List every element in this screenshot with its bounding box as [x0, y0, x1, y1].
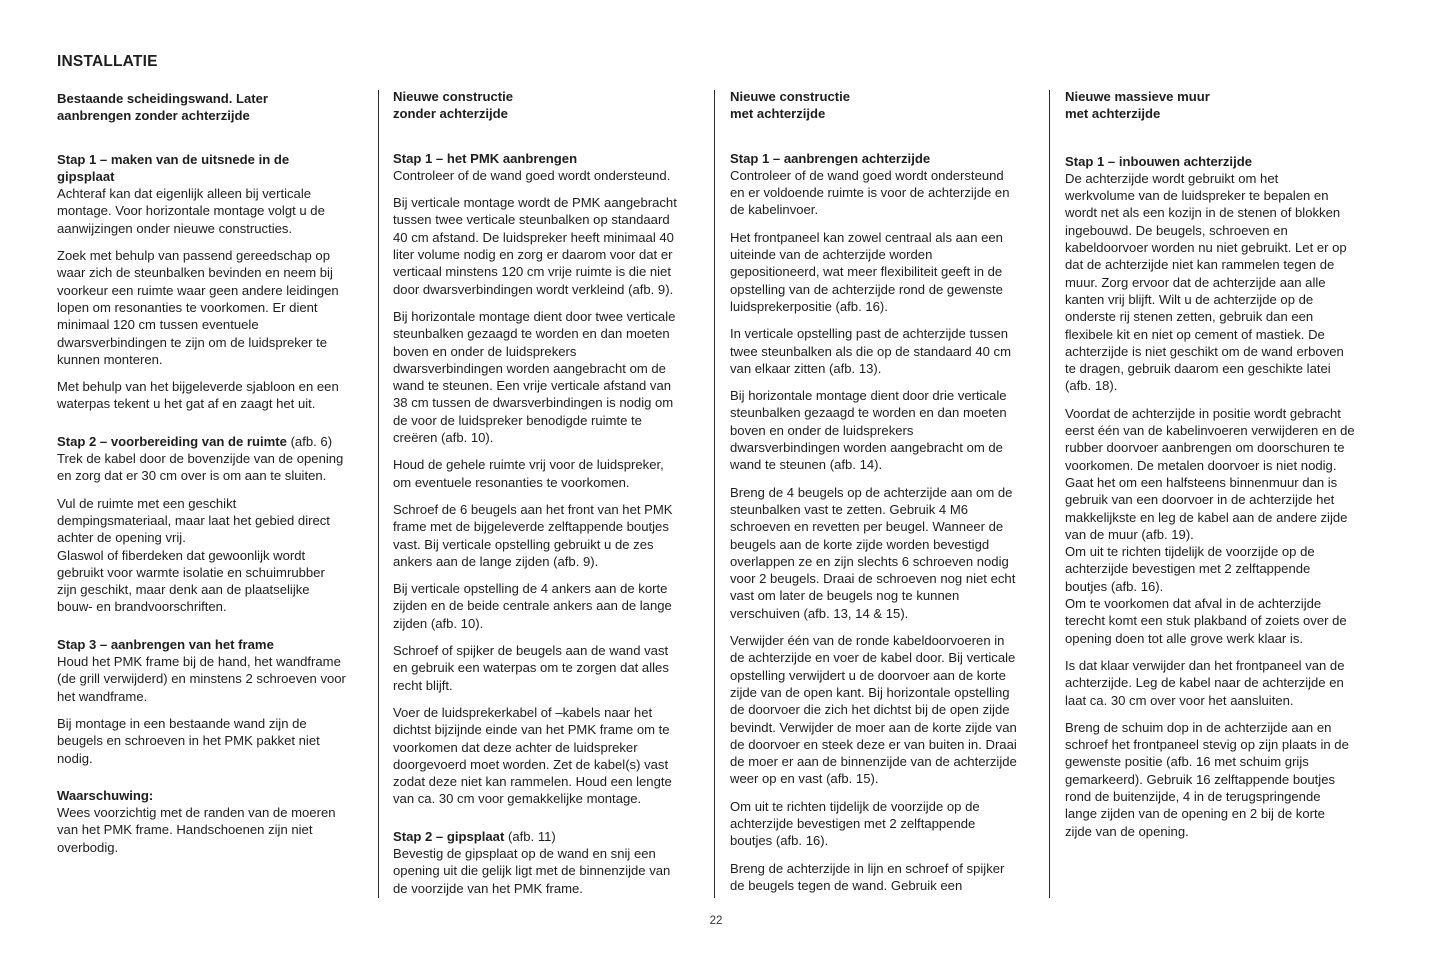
figure-ref: (afb. 6) — [286, 433, 333, 449]
column-heading: Nieuwe massieve muur met achterzijde — [1065, 89, 1210, 122]
paragraph: Breng de 4 beugels op de achterzijde aan om de steunbalken vast te zetten. Gebruik 4 M6 schroeven en revetten per beugel. Wanneer de beugels aan de korte zijde worden bevestigd overlappen ze en zijn slechts 6 schroeven nodig voor 2 beugels. Draai de schroeven nog niet echt vast om later de beugels nog te kunnen verschuiven (afb. 13, 14 & 15). — [730, 484, 1016, 621]
paragraph: Vul de ruimte met een geschikt dempingsmateriaal, maar laat het gebied direct achter de opening vrij. Glaswol of fiberdeken dat gewoonlijk wordt gebruikt voor warmte isolatie en schuimrubber zijn geschikt, maar denk aan de plaatselijke bouw- en brandvoorschriften. — [57, 495, 330, 615]
column-new-without-back — [393, 88, 705, 907]
paragraph: Bij verticale montage wordt de PMK aangebracht tussen twee verticale steunbalken op standaard 40 cm afstand. De luidspreker heeft minimaal 40 liter volume nodig en zorg er daarom voor dat er verticaal minstens 120 cm vrije ruimte is die niet door dwarsverbindingen wordt verkleind (afb. 9). — [393, 195, 677, 297]
paragraph: Het frontpaneel kan zowel centraal als aan een uiteinde van de achterzijde worden gepositioneerd, wat meer flexibiliteit geeft in de opstelling van de achterzijde rond de gewenste luidsprekerpositie (afb. 16). — [730, 229, 1003, 314]
paragraph: Bij horizontale montage dient door twee verticale steunbalken gezaagd te worden en dan moeten boven en onder de luidsprekers dwarsverbindingen worden aangebracht om de wand te steunen. Een vrije verticale afstand van 38 cm tussen de dwarsverbindingen is nodig om de voor de luidspreker benodigde ruimte te creëren (afb. 10). — [393, 308, 676, 446]
column-divider — [378, 90, 379, 898]
paragraph: Bij horizontale montage dient door drie verticale steunbalken gezaagd te worden en dan moeten boven en onder de luidsprekers dwarsverbindingen worden aangebracht om de wand te steunen (afb. 14). — [730, 388, 1007, 473]
figure-ref: (afb. 11) — [504, 828, 556, 844]
step-title-text: Stap 2 – gipsplaat — [393, 828, 505, 844]
paragraph: Schroef de 6 beugels aan het front van het PMK frame met de bijgeleverde zelftappende boutjes vast. Bij verticale opstelling gebruikt u de zes ankers aan de lange zijden (afb. 9). — [393, 501, 673, 569]
paragraph: Houd het PMK frame bij de hand, het wandframe (de grill verwijderd) en minstens 2 schroeven voor het wandframe. — [57, 654, 346, 704]
paragraph: Achteraf kan dat eigenlijk alleen bij verticale montage. Voor horizontale montage volgt u de aanwijzingen onder nieuwe constructies. — [57, 186, 325, 236]
step-title: Stap 1 – maken van de uitsnede in de gipsplaat — [57, 151, 290, 184]
paragraph: De achterzijde wordt gebruikt om het werkvolume van de luidspreker te bepalen en wordt net als een kozijn in de stenen of blokken ingebouwd. De beugels, schroeven en kabeldoorvoer worden nu niet gebruikt. Let er op dat de achterzijde niet kan rammelen tegen de muur. Zorg ervoor dat de achterzijde aan alle kanten vrij blijft. Wilt u de achterzijde op de onderste rij stenen zetten, gebruik dan een flexibele kit en niet op cement of mastiek. De achterzijde is niet geschikt om de wand erboven te dragen, gebruik daarom een geschikte latei (afb. 18). — [1065, 170, 1347, 394]
warning-title: Waarschuwing: — [57, 787, 154, 803]
paragraph: Wees voorzichtig met de randen van de moeren van het PMK frame. Handschoenen zijn niet overbodig. — [57, 805, 336, 855]
step-title: Stap 3 – aanbrengen van het frame — [57, 636, 274, 652]
paragraph: Bevestig de gipsplaat op de wand en snij een opening uit die gelijk ligt met de binnenzijde van de voorzijde van het PMK frame. — [393, 845, 671, 896]
page-title: INSTALLATIE — [57, 53, 158, 70]
paragraph: Verwijder één van de ronde kabeldoorvoeren in de achterzijde en voer de kabel door. Bij verticale opstelling verwijdert u de doorvoer aan de korte zijde van de open kant. Bij horizontale opstelling de doorvoer die zich het dichtst bij de open zijde bevindt. Verwijder de moer aan de korte zijde van de doorvoer en steek deze er van buiten in. Draai de moer er aan de binnenzijde van de achterzijde weer op en vast (afb. 15). — [730, 633, 1017, 787]
paragraph: Voer de luidsprekerkabel of –kabels naar het dichtst bijzijnde einde van het PMK frame om te voorkomen dat deze achter de luidspreker doorgevoerd moet worden. Zet de kabel(s) vast zodat deze niet kan rammelen. Houd een lengte van ca. 30 cm voor gemakkelijke montage. — [393, 704, 672, 807]
paragraph: Schroef of spijker de beugels aan de wand vast en gebruik een waterpas om te zorgen dat alles recht blijft. — [393, 643, 669, 693]
paragraph: Breng de achterzijde in lijn en schroef of spijker de beugels tegen de wand. Gebruik een — [730, 860, 1005, 893]
step-title: Stap 1 – het PMK aanbrengen — [393, 150, 578, 166]
column-new-solid-wall — [1065, 88, 1377, 850]
column-heading: Nieuwe constructie zonder achterzijde — [393, 89, 514, 122]
paragraph: Zoek met behulp van passend gereedschap op waar zich de steunbalken bevinden en neem bij voorkeur een ruimte waar geen andere leidingen lopen om resonanties te voorkomen. Er dient minimaal 120 cm tussen eventuele dwarsverbindingen te zijn om de luidspreker te kunnen monteren. — [57, 248, 339, 367]
paragraph: Controleer of de wand goed wordt ondersteund en er voldoende ruimte is voor de achterzijde en de kabelinvoer. — [730, 167, 1010, 218]
paragraph: Met behulp van het bijgeleverde sjabloon en een waterpas tekent u het gat af en zaagt het uit. — [57, 379, 339, 412]
paragraph: Controleer of de wand goed wordt ondersteund. — [393, 167, 671, 183]
step-title: Stap 1 – aanbrengen achterzijde — [730, 150, 931, 166]
paragraph: Breng de schuim dop in de achterzijde aan en schroef het frontpaneel stevig op zijn plaats in de gewenste positie (afb. 16 met schuim grijs gemarkeerd). Gebruik 16 zelftappende boutjes rond de buitenzijde, 4 in de terugspringende lange zijden van de opening en 2 bij de korte zijde van de opening. — [1065, 719, 1349, 839]
step-title — [393, 828, 705, 845]
column-divider — [714, 90, 715, 898]
paragraph: Bij montage in een bestaande wand zijn de beugels en schroeven in het PMK pakket niet nodig. — [57, 715, 320, 766]
paragraph: In verticale opstelling past de achterzijde tussen twee steunbalken als die op de standaard 40 cm van elkaar zitten (afb. 13). — [730, 326, 1011, 376]
column-existing-wall — [57, 90, 369, 866]
paragraph: Om uit te richten tijdelijk de voorzijde op de achterzijde bevestigen met 2 zelftappende boutjes (afb. 16). — [730, 798, 980, 849]
paragraph: Trek de kabel door de bovenzijde van de opening en zorg dat er 30 cm over is om aan te sluiten. — [57, 451, 344, 484]
column-heading: Nieuwe constructie met achterzijde — [730, 89, 851, 122]
paragraph: Bij verticale opstelling de 4 ankers aan de korte zijden en de beide centrale ankers aan de lange zijden (afb. 10). — [393, 581, 672, 631]
paragraph: Voordat de achterzijde in positie wordt gebracht eerst één van de kabelinvoeren verwijderen en de rubber doorvoer aanbrengen om doorschuren te voorkomen. De metalen doorvoer is niet nodig. Gaat het om een halfsteens binnenmuur dan is gebruik van een doorvoer in de achterzijde het makkelijkste en leg de kabel aan de andere zijde van de muur (afb. 19). Om uit te richten tijdelijk de voorzijde op de achterzijde bevestigen met 2 zelftappende boutjes (afb. 16). Om te voorkomen dat afval in de achterzijde terecht komt een stuk plakband of zoiets over de opening doen tot alle grove werk klaar is. — [1065, 405, 1355, 646]
column-heading: Bestaande scheidingswand. Later aanbrengen zonder achterzijde — [57, 91, 269, 124]
paragraph: Is dat klaar verwijder dan het frontpaneel van de achterzijde. Leg de kabel naar de achterzijde en laat ca. 30 cm over voor het aansluiten. — [1065, 657, 1345, 708]
paragraph: Houd de gehele ruimte vrij voor de luidspreker, om eventuele resonanties te voorkomen. — [393, 457, 664, 490]
step-title — [57, 433, 369, 450]
page-number: 22 — [709, 915, 723, 927]
step-title-text: Stap 2 – voorbereiding van de ruimte — [57, 433, 287, 449]
column-divider — [1049, 90, 1050, 898]
column-new-with-back — [730, 88, 1042, 904]
step-title: Stap 1 – inbouwen achterzijde — [1065, 153, 1252, 169]
